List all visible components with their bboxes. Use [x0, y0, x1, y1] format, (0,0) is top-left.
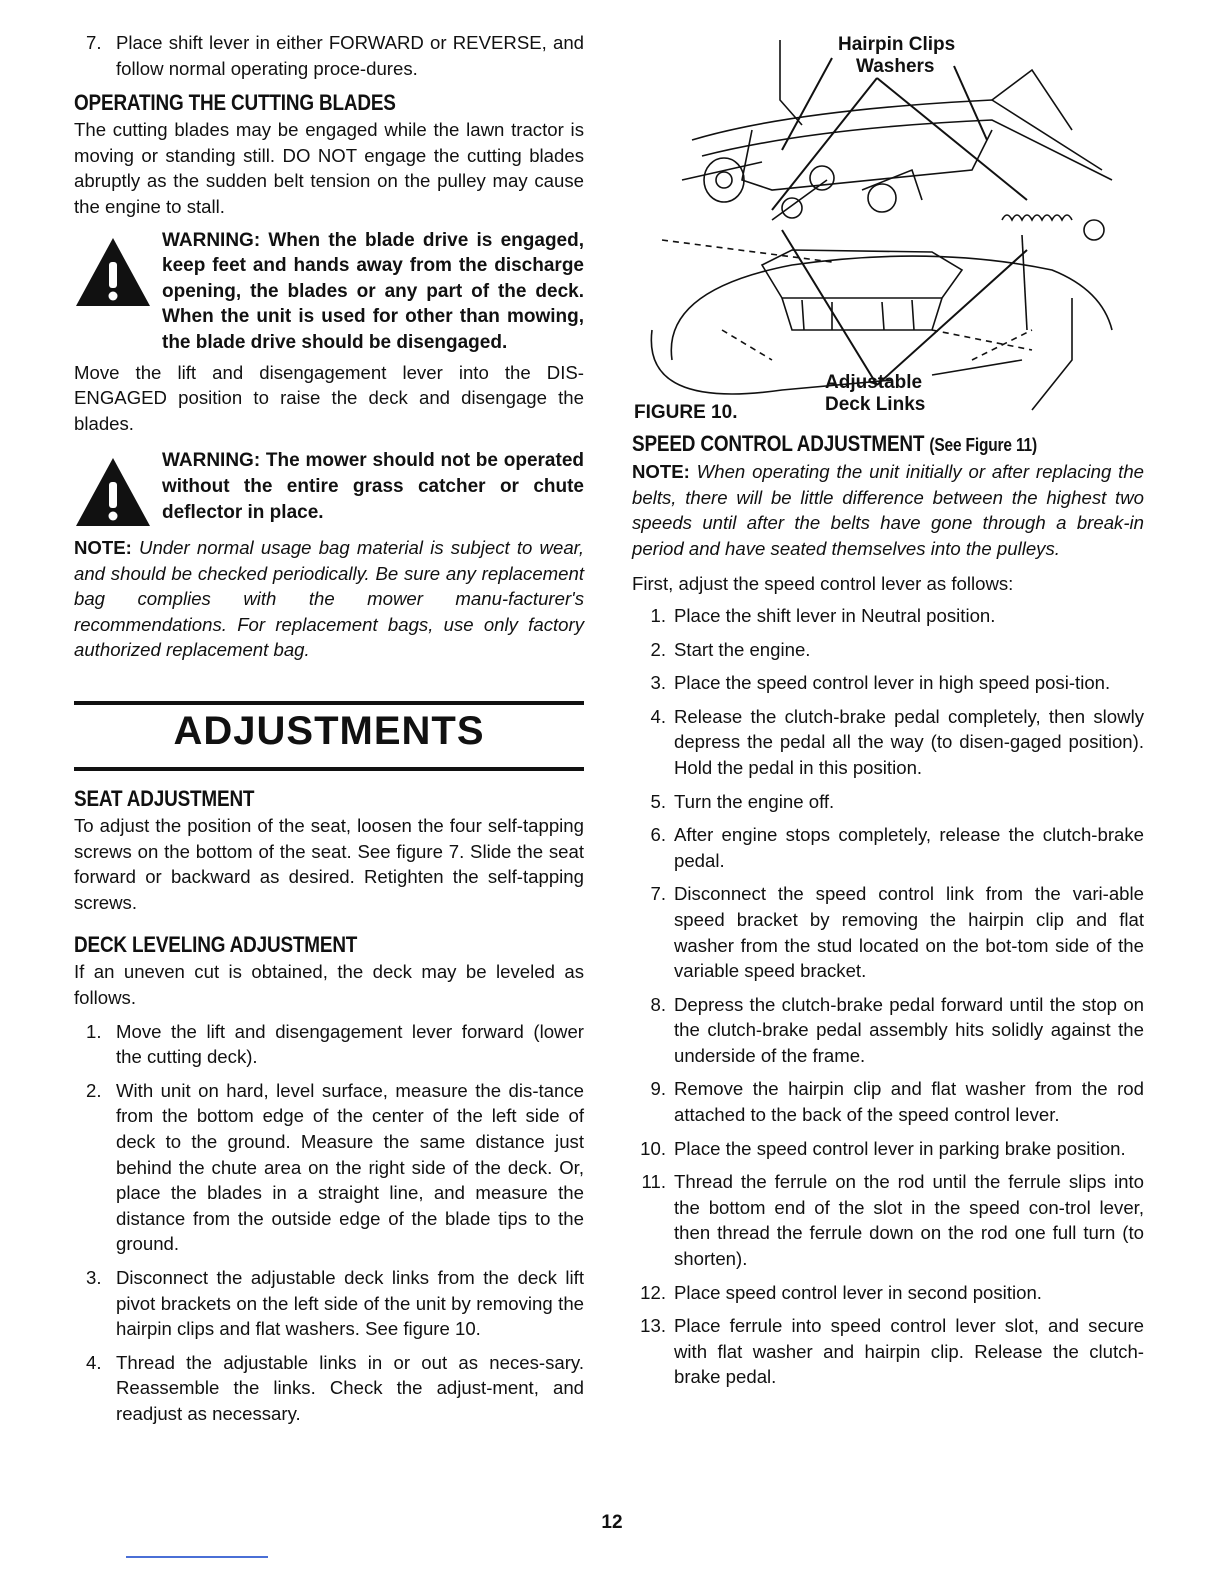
- list-item: 1. Move the lift and disengagement lever forward (lower the cutting deck).: [86, 1020, 584, 1068]
- paragraph: The cutting blades may be engaged while the lawn tractor is moving or standing still. DO NOT engage the cutting blades abruptly as the sudden belt tension on the pulley may cause the engine to stall.: [74, 119, 584, 217]
- label-washers: Washers: [856, 56, 935, 77]
- section-heading-operating: OPERATING THE CUTTING BLADES: [74, 90, 396, 116]
- note-label: NOTE:: [632, 461, 690, 482]
- warning-block: [74, 228, 584, 356]
- paragraph: Move the lift and disengagement lever into the DIS-ENGAGED position to raise the deck and disengage the blades.: [74, 361, 584, 434]
- list-item: 7. Place shift lever in either FORWARD or REVERSE, and follow normal operating proce-dures.: [86, 32, 584, 79]
- warning-text: WARNING: When the blade drive is engaged, keep feet and hands away from the discharge opening, the blades or any part of the deck. When the unit is used for other than mowing, the blade drive should be disengaged.: [162, 229, 584, 353]
- note-text: When operating the unit initially or after replacing the belts, there will be little difference between the highest two speeds until after the belts have gone through a break-in period and have seated themselves into the pulleys.: [632, 461, 1144, 559]
- label-hairpin-clips: Hairpin Clips: [838, 34, 956, 55]
- list-item: 3. Disconnect the adjustable deck links from the deck lift pivot brackets on the left side of the unit by removing the hairpin clips and flat washers. See figure 10.: [86, 1266, 584, 1340]
- list-item: 8. Depress the clutch-brake pedal forward until the stop on the clutch-brake pedal assembly hits solidly against the underside of the frame.: [650, 993, 1144, 1066]
- page-number: 12: [601, 1512, 623, 1533]
- note: [74, 535, 584, 663]
- list-item: 2. Start the engine.: [650, 638, 811, 660]
- list-item: 12. Place speed control lever in second position.: [640, 1281, 1042, 1303]
- heading-figure-ref: (See Figure 11): [929, 435, 1037, 455]
- list-item: 4. Thread the adjustable links in or out as neces-sary. Reassemble the links. Check the adjust-ment, and readjust as necessary.: [86, 1351, 584, 1424]
- deck-steps: [74, 1019, 584, 1427]
- list-item: 5. Turn the engine off.: [650, 790, 835, 812]
- warning-icon: [74, 456, 152, 528]
- left-column: [74, 30, 584, 1435]
- list-item: 2. With unit on hard, level surface, measure the dis-tance from the bottom edge of the center of the left side of deck to the ground. Measure the same distance just behind the chute area on the right side of the deck. Or, place the blades in a straight line, and measure the distance from the outside edge of the blade tips to the ground.: [86, 1079, 584, 1255]
- footer-rule: [126, 1556, 268, 1558]
- deck-diagram: [632, 30, 1144, 430]
- section-heading-deck: DECK LEVELING ADJUSTMENT: [74, 932, 358, 958]
- section-heading-speed: SPEED CONTROL ADJUSTMENT (See Figure 11): [632, 431, 1037, 456]
- list-item: 9. Remove the hairpin clip and flat washer from the rod attached to the back of the speed control lever.: [650, 1078, 1144, 1126]
- warning-icon: [74, 236, 152, 308]
- paragraph: If an uneven cut is obtained, the deck may be leveled as follows.: [74, 961, 584, 1009]
- list-item: 3. Place the speed control lever in high speed posi-tion.: [650, 672, 1111, 694]
- list-item: 4. Release the clutch-brake pedal completely, then slowly depress the pedal all the way (to disen-gaged position). Hold the pedal in this position.: [650, 705, 1144, 778]
- list-item: 1. Place the shift lever in Neutral position.: [650, 604, 996, 626]
- list-item: 6. After engine stops completely, release the clutch-brake pedal.: [650, 824, 1144, 871]
- right-column: [632, 430, 1144, 1398]
- list-item: 13. Place ferrule into speed control lever slot, and secure with flat washer and hairpin clip. Release the clutch-brake pedal.: [640, 1315, 1144, 1388]
- note: [632, 459, 1144, 561]
- warning-text: WARNING: The mower should not be operated without the entire grass catcher or chute deflector in place.: [162, 450, 584, 523]
- list-item: 7. Disconnect the speed control link from the vari-able speed bracket by removing the hairpin clip and flat washer from the stud located on the bot-tom side of the variable speed bracket.: [650, 883, 1144, 982]
- label-deck-links: Deck Links: [825, 394, 926, 415]
- list-item: 11. Thread the ferrule on the rod until the ferrule slips into the bottom end of the slot in the speed con-trol lever, then thread the ferrule down on the rod one full turn (to shorten).: [641, 1171, 1144, 1270]
- note-text: Under normal usage bag material is subject to wear, and should be checked periodically. Be sure any replacement bag complies with the mower manu-facturer's recommendations. For replacement bags, use only factory authorized replacement bag.: [74, 537, 584, 661]
- paragraph: First, adjust the speed control lever as follows:: [632, 573, 1014, 595]
- note-label: NOTE:: [74, 537, 132, 559]
- section-heading-seat: SEAT ADJUSTMENT: [74, 786, 255, 812]
- paragraph: To adjust the position of the seat, loosen the four self-tapping screws on the bottom of the seat. See figure 7. Slide the seat forward or backward as desired. Retighten the self-tapping screws.: [74, 815, 584, 913]
- list-item: 10. Place the speed control lever in parking brake position.: [640, 1137, 1126, 1159]
- adjustments-banner: [74, 701, 584, 771]
- speed-steps: [632, 603, 1144, 1390]
- warning-block: [74, 448, 584, 525]
- figure-10: [632, 30, 1144, 430]
- figure-caption: FIGURE 10.: [634, 402, 738, 423]
- label-adjustable: Adjustable: [825, 372, 923, 393]
- adjustments-title: ADJUSTMENTS: [173, 709, 485, 754]
